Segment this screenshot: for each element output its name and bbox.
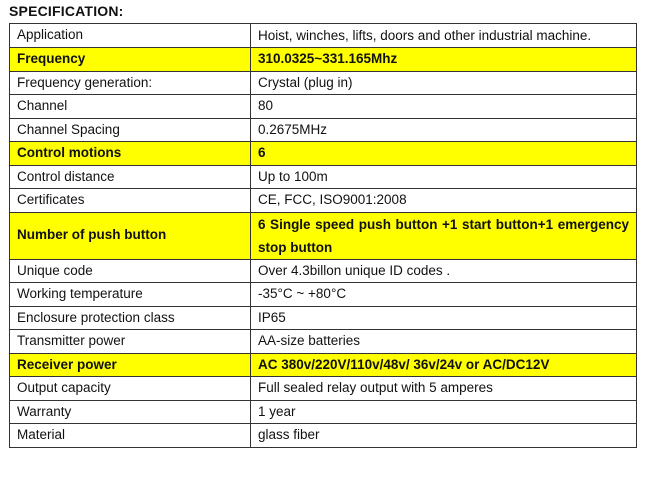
row-value: 0.2675MHz xyxy=(251,118,637,142)
row-value: 1 year xyxy=(251,400,637,424)
table-row xyxy=(10,306,637,330)
table-row xyxy=(10,330,637,354)
table-row xyxy=(10,377,637,401)
table-row xyxy=(10,283,637,307)
table-row xyxy=(10,142,637,166)
row-value: CE, FCC, ISO9001:2008 xyxy=(251,189,637,213)
row-value: Hoist, winches, lifts, doors and other industrial machine. xyxy=(251,24,637,48)
table-row xyxy=(10,424,637,448)
page-title: SPECIFICATION: xyxy=(9,3,124,19)
table-row xyxy=(10,48,637,72)
table-row xyxy=(10,189,637,213)
row-value: Full sealed relay output with 5 amperes xyxy=(251,377,637,401)
table-row xyxy=(10,95,637,119)
table-row xyxy=(10,400,637,424)
row-value: 80 xyxy=(251,95,637,119)
row-value: Up to 100m xyxy=(251,165,637,189)
row-label: Control motions xyxy=(10,142,251,166)
row-label: Material xyxy=(10,424,251,448)
row-label: Working temperature xyxy=(10,283,251,307)
row-label: Transmitter power xyxy=(10,330,251,354)
table-row xyxy=(10,212,637,259)
row-label: Output capacity xyxy=(10,377,251,401)
row-value: AC 380v/220V/110v/48v/ 36v/24v or AC/DC12V xyxy=(251,353,637,377)
row-label: Frequency xyxy=(10,48,251,72)
table-row xyxy=(10,118,637,142)
table-row xyxy=(10,24,637,48)
row-value: glass fiber xyxy=(251,424,637,448)
row-value: AA-size batteries xyxy=(251,330,637,354)
row-label: Frequency generation: xyxy=(10,71,251,95)
row-label: Receiver power xyxy=(10,353,251,377)
row-value: IP65 xyxy=(251,306,637,330)
table-row xyxy=(10,259,637,283)
row-value: Crystal (plug in) xyxy=(251,71,637,95)
row-label: Control distance xyxy=(10,165,251,189)
row-label: Enclosure protection class xyxy=(10,306,251,330)
table-row xyxy=(10,165,637,189)
row-label: Number of push button xyxy=(10,212,251,259)
specification-table xyxy=(9,23,637,448)
row-value: 6 xyxy=(251,142,637,166)
row-label: Application xyxy=(10,24,251,48)
table-row xyxy=(10,71,637,95)
row-label: Channel Spacing xyxy=(10,118,251,142)
row-value: 6 Single speed push button +1 start button+1 emergency stop button xyxy=(251,212,637,259)
row-label: Unique code xyxy=(10,259,251,283)
row-value: 310.0325~331.165Mhz xyxy=(251,48,637,72)
row-value: -35°C ~ +80°C xyxy=(251,283,637,307)
table-row xyxy=(10,353,637,377)
row-label: Warranty xyxy=(10,400,251,424)
row-value: Over 4.3billon unique ID codes . xyxy=(251,259,637,283)
row-label: Certificates xyxy=(10,189,251,213)
row-label: Channel xyxy=(10,95,251,119)
